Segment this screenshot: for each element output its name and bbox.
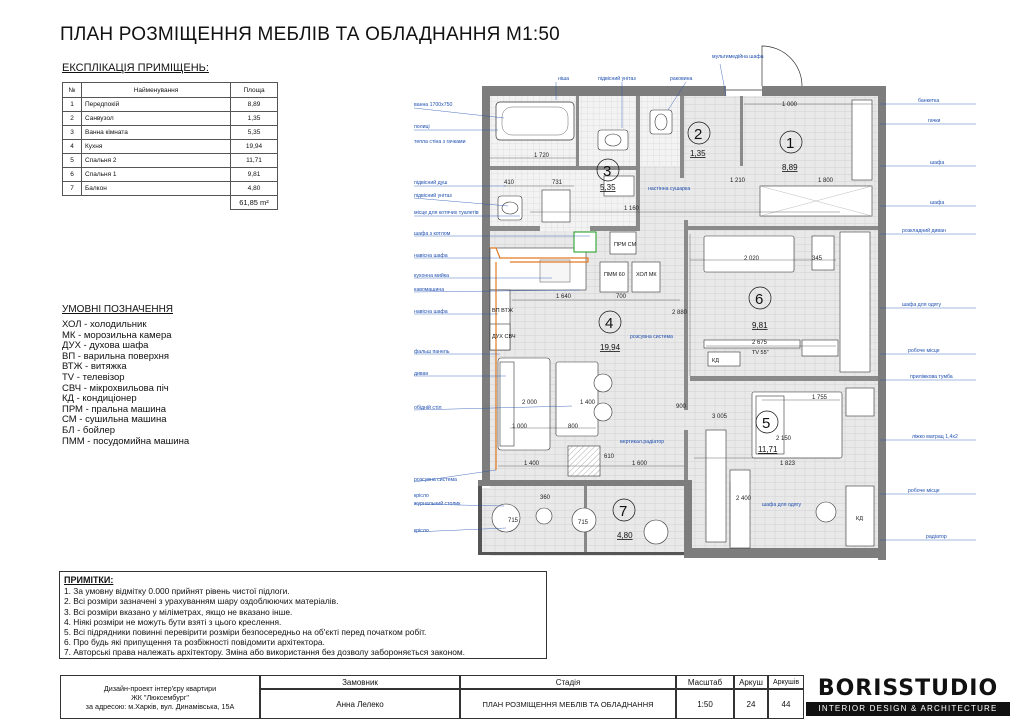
legend-item: КД - кондиціонер: [62, 393, 137, 405]
svg-text:4,80: 4,80: [617, 531, 633, 540]
svg-text:4: 4: [605, 315, 614, 332]
column-header: Найменування: [82, 83, 231, 98]
label: мультимедійна шафа: [712, 54, 764, 60]
label: шафа: [930, 200, 945, 206]
label: підвісний унітаз: [414, 193, 452, 199]
note-item: 7. Авторські права належать архітектору. Зміна або використання без дозволу забороняється законом.: [64, 647, 465, 658]
svg-text:2: 2: [694, 126, 703, 143]
dim-label: 345: [812, 256, 823, 262]
studio-logo: [804, 676, 1012, 718]
dim-label: 700: [616, 294, 627, 300]
cell: 5: [63, 154, 82, 168]
cell: 19,94: [231, 140, 278, 154]
project-info: [60, 675, 260, 719]
legend-item: ПММ - посудомийна машина: [62, 435, 190, 447]
appliance-label: КД: [856, 516, 863, 522]
cell: 6: [63, 168, 82, 182]
label: ліжко матрац 1,4х2: [912, 434, 958, 440]
label: вертикал.радіатор: [620, 439, 665, 445]
appliance-label: ДУХ СВЧ: [492, 334, 516, 340]
sheets-header: Аркушів: [768, 675, 804, 689]
dim-label: 1 400: [524, 461, 540, 467]
appliance-label: ХОЛ МК: [636, 272, 657, 278]
label: навісна шафа: [414, 253, 448, 259]
note-item: 1. За умовну відмітку 0.000 прийнят рівень чистої підлоги.: [64, 586, 290, 597]
label: робоче місце: [908, 488, 940, 494]
cell: 8,89: [231, 98, 278, 112]
label: розсувна система: [630, 334, 673, 340]
dim-label: 3 005: [712, 414, 728, 420]
appliance-label: ВП ВТЖ: [492, 308, 513, 314]
svg-text:7: 7: [619, 503, 628, 520]
label: радіатор: [926, 534, 947, 540]
legend-item: ДУХ - духова шафа: [62, 340, 149, 352]
label: фальш панель: [414, 349, 450, 355]
dim-label: 2 000: [522, 400, 538, 406]
dim-label: 1 000: [512, 424, 528, 430]
dim-label: 1 823: [780, 461, 796, 467]
cell: 11,71: [231, 154, 278, 168]
svg-text:1: 1: [786, 135, 795, 152]
legend-item: TV - телевізор: [62, 371, 125, 383]
label: кухонна мийка: [414, 273, 450, 279]
label: диван: [414, 371, 429, 377]
cell: 2: [63, 112, 82, 126]
cell: Балкон: [82, 182, 231, 196]
dim-label: 1 720: [534, 153, 550, 159]
label: розсувна система: [414, 477, 457, 483]
label: підвісний унітаз: [598, 76, 636, 82]
label: гачки: [928, 118, 941, 124]
label: ніша: [558, 76, 570, 82]
cell: Спальня 1: [82, 168, 231, 182]
dim-label: 1 640: [556, 294, 572, 300]
cell: 1,35: [231, 112, 278, 126]
svg-text:5,35: 5,35: [600, 183, 616, 192]
label: розкладний диван: [902, 228, 946, 234]
stage-header: Стадія: [460, 675, 676, 689]
dim-label: 1 160: [624, 206, 640, 212]
project-line: Дизайн-проект інтер'єру квартири: [103, 683, 217, 693]
cell: 3: [63, 126, 82, 140]
label: ванна 1700х750: [414, 102, 453, 108]
appliance-label: TV 55": [752, 350, 769, 356]
legend-item: СМ - сушильна машина: [62, 414, 167, 426]
label: банкетка: [918, 98, 940, 104]
legend-item: ПРМ - пральна машина: [62, 403, 167, 415]
note-item: 3. Всі розміри вказано у міліметрах, якщо не вказано інше.: [64, 606, 293, 617]
note-item: 4. Ніякі розміри не можуть бути взяті з цього креслення.: [64, 616, 282, 627]
cell: Спальня 2: [82, 154, 231, 168]
page-title: ПЛАН РОЗМІЩЕННЯ МЕБЛІВ ТА ОБЛАДНАННЯ М1:50: [60, 24, 560, 45]
notes-title: ПРИМІТКИ:: [64, 575, 114, 585]
legend-item: ВТЖ - витяжка: [62, 361, 127, 373]
cell: 1: [63, 98, 82, 112]
total-area: 61,85 m²: [231, 196, 278, 210]
dim-label: 731: [552, 180, 563, 186]
svg-text:19,94: 19,94: [600, 343, 621, 352]
cell: 4,80: [231, 182, 278, 196]
svg-text:3: 3: [603, 163, 612, 180]
column-header: Площа: [231, 83, 278, 98]
label: шафа для одягу: [762, 502, 802, 508]
svg-text:8,89: 8,89: [782, 163, 798, 172]
dim-label: 900: [676, 404, 687, 410]
dim-label: 410: [504, 180, 515, 186]
sheets-value: 44: [768, 689, 804, 719]
dim-label: 2 150: [776, 436, 792, 442]
legend-item: МК - морозильна камера: [62, 329, 172, 341]
legend-item: СВЧ - мікрохвильова піч: [62, 382, 169, 394]
cell: 7: [63, 182, 82, 196]
cell: 5,35: [231, 126, 278, 140]
label: місце для котячих туалетів: [414, 210, 479, 216]
label: обідній стіл: [414, 405, 442, 411]
label: раковина: [670, 76, 693, 82]
scale-value: 1:50: [676, 689, 734, 719]
dim-label: 715: [578, 520, 589, 526]
cell: 4: [63, 140, 82, 154]
label: тепла стіна з гачками: [414, 139, 466, 145]
logo-text: BORISSTUDIO: [817, 676, 999, 701]
sheet-value: 24: [734, 689, 768, 719]
dim-label: 2 880: [672, 310, 688, 316]
legend-item: ВП - варильна поверхня: [62, 350, 170, 362]
dim-label: 2 400: [736, 496, 752, 502]
dim-label: 1 210: [730, 178, 746, 184]
label: шафа для одягу: [902, 302, 942, 308]
legend-title: УМОВНІ ПОЗНАЧЕННЯ: [62, 304, 174, 315]
svg-text:6: 6: [755, 291, 764, 308]
label: настінна сушарка: [648, 186, 691, 192]
label: навісна шафа: [414, 309, 448, 315]
label: приліжкова тумба: [910, 374, 953, 380]
dim-label: 1 600: [632, 461, 648, 467]
project-line: ЖК "Люксембург": [131, 692, 189, 702]
column-header: №: [63, 83, 82, 98]
logo-subtitle: INTERIOR DESIGN & ARCHITECTURE: [806, 702, 1010, 716]
svg-text:1,35: 1,35: [690, 149, 706, 158]
svg-text:5: 5: [762, 415, 771, 432]
scale-header: Масштаб: [676, 675, 734, 689]
label: журнальний столик: [414, 501, 461, 507]
dim-label: 610: [604, 454, 615, 460]
note-item: 2. Всі розміри зазначені з урахуванням шару оздоблюючих матеріалів.: [64, 596, 339, 607]
sheet-header: Аркуш: [734, 675, 768, 689]
cell: Передпокій: [82, 98, 231, 112]
customer-value: Анна Лелеко: [260, 689, 460, 719]
stage-value: ПЛАН РОЗМІЩЕННЯ МЕБЛІВ ТА ОБЛАДНАННЯ: [460, 689, 676, 719]
cell: Ванна кімната: [82, 126, 231, 140]
appliance-label: ПРМ СМ: [614, 242, 637, 248]
label: шафа: [930, 160, 945, 166]
label: робоче місце: [908, 348, 940, 354]
dim-label: 1 000: [782, 102, 798, 108]
label: шафа з котлом: [414, 231, 451, 237]
legend-item: ХОЛ - холодильник: [62, 319, 147, 330]
dim-label: 2 020: [744, 256, 760, 262]
cell: Кухня: [82, 140, 231, 154]
note-item: 6. Про будь які припущення та розбіжності повідомити архітектора.: [64, 637, 325, 648]
project-line: за адресою: м.Харків, вул. Динамівська, 15А: [85, 701, 235, 711]
cell: Санвузол: [82, 112, 231, 126]
note-item: 5. Всі підрядники повинні перевірити розміри безпосередньо на об'єкті перед початком робіт.: [64, 627, 427, 638]
dim-label: 1 400: [580, 400, 596, 406]
dim-label: 800: [568, 424, 579, 430]
dim-label: 2 675: [752, 340, 768, 346]
cell: 9,81: [231, 168, 278, 182]
label: кавомашина: [414, 287, 445, 293]
explication-title: ЕКСПЛІКАЦІЯ ПРИМІЩЕНЬ:: [62, 62, 209, 74]
dim-label: 1 755: [812, 395, 828, 401]
customer-header: Замовник: [260, 675, 460, 689]
label: полиці: [414, 124, 430, 130]
appliance-label: КД: [712, 358, 719, 364]
label: підвісний душ: [414, 180, 448, 186]
label: крісло: [414, 493, 429, 499]
svg-text:11,71: 11,71: [758, 445, 778, 454]
dim-label: 1 800: [818, 178, 834, 184]
dim-label: 360: [540, 495, 551, 501]
label: крісло: [414, 528, 429, 534]
svg-text:9,81: 9,81: [752, 321, 768, 330]
appliance-label: ПММ 60: [604, 272, 625, 278]
dim-label: 715: [508, 518, 519, 524]
legend-item: БЛ - бойлер: [62, 424, 116, 436]
